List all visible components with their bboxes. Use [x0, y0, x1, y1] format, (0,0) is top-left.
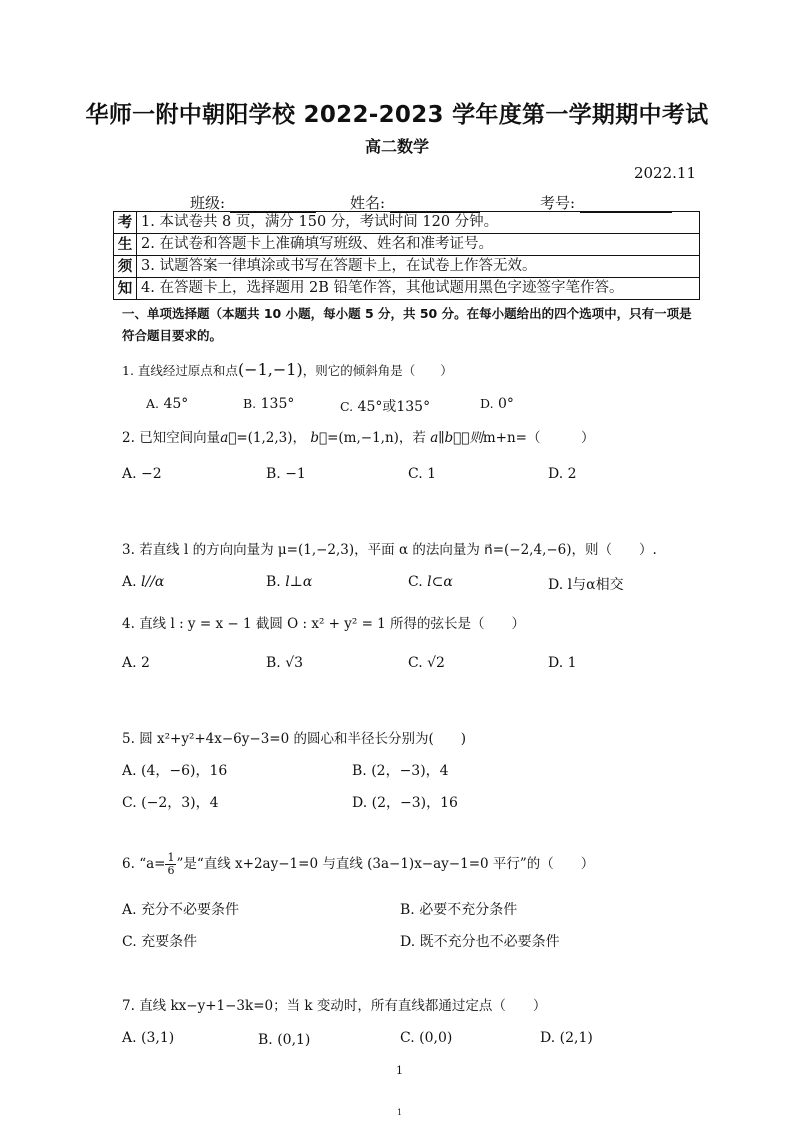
- question-number: 6.: [122, 856, 135, 872]
- vector-a: a⃗: [220, 430, 237, 446]
- page-number-small: 1: [397, 1108, 403, 1117]
- exam-subject: 高二数学: [364, 137, 429, 156]
- q4-option-c: C. √2: [408, 655, 445, 671]
- question-number: 1.: [122, 363, 134, 378]
- exam-date: 2022.11: [633, 164, 696, 182]
- question-5: [122, 727, 466, 747]
- question-stem: 已知空间向量: [139, 430, 221, 446]
- q3-option-b: B. l⊥α: [266, 574, 313, 590]
- q3-option-a: A. l//α: [122, 574, 165, 590]
- q1-option-d: D. 0°: [480, 396, 514, 412]
- fraction: $\frac{1}{6}$: [167, 851, 175, 877]
- q6-option-c: C. 充要条件: [122, 934, 198, 950]
- question-number: 7.: [122, 998, 135, 1014]
- q6-option-d: D. 既不充分也不必要条件: [400, 934, 560, 950]
- q5-option-d: D. (2，−3)，16: [352, 795, 458, 811]
- notice-side-char: 知: [114, 278, 137, 300]
- notice-side-char: 考: [114, 212, 137, 234]
- name-field: [350, 192, 480, 213]
- exam-title: 华师一附中朝阳学校 2022-2023 学年度第一学期期中考试: [85, 102, 709, 128]
- notice-item: 1. 本试卷共 8 页，满分 150 分，考试时间 120 分钟。: [137, 212, 700, 234]
- q1-option-b: B. 135°: [243, 396, 295, 412]
- q7-option-a: A. (3,1): [122, 1030, 175, 1046]
- q2-option-d: D. 2: [548, 466, 577, 482]
- q4-option-d: D. 1: [548, 655, 577, 671]
- q2-option-b: B. −1: [266, 466, 306, 482]
- q5-option-a: A. (4，−6)，16: [122, 763, 228, 779]
- class-field: [190, 192, 316, 213]
- section-heading: 一、单项选择题（本题共 10 小题，每小题 5 分，共 50 分。在每小题给出的四个选项中，只有一项是符合题目要求的。: [122, 306, 692, 343]
- notice-item: 2. 在试卷和答题卡上准确填写班级、姓名和准考证号。: [137, 234, 700, 256]
- q4-option-b: B. √3: [266, 655, 304, 671]
- q2-option-c: C. 1: [408, 466, 437, 482]
- q1-option-c: C. 45°或135°: [340, 399, 431, 415]
- q5-option-b: B. (2，−3)，4: [352, 763, 449, 779]
- question-stem: ”是“直线 x+2ay−1=0 与直线 (3a−1)x−ay−1=0 平行”的（ ）: [176, 856, 595, 872]
- question-1: [122, 360, 453, 379]
- vector-b: b⃗: [310, 430, 328, 446]
- q7-option-b: B. (0,1): [258, 1032, 311, 1048]
- question-3: [122, 538, 657, 558]
- question-stem: 直线 kx−y+1−3k=0；当 k 变动时，所有直线都通过定点（ ）: [139, 998, 547, 1014]
- q3-option-d: D. l与α相交: [548, 577, 624, 593]
- q7-option-c: C. (0,0): [400, 1030, 453, 1046]
- q2-option-a: A. −2: [122, 466, 162, 482]
- question-stem: 直线 l : y = x − 1 截圆 O : x² + y² = 1 所得的弦长是（ ）: [139, 616, 526, 632]
- question-2: 2. 已知空间向量a⃗=(1,2,3)， b⃗=(m,−1,n)，若 a∥b⃗，则m+n=（ ）: [122, 430, 595, 446]
- question-4: [122, 612, 525, 632]
- q7-option-d: D. (2,1): [540, 1030, 593, 1046]
- question-stem: ，则它的倾斜角是（ ）: [302, 363, 453, 378]
- q5-option-c: C. (−2，3)，4: [122, 795, 219, 811]
- exam-notice-box: [113, 211, 700, 300]
- question-stem: 直线经过原点和点: [137, 363, 238, 378]
- q1-option-a: A. 45°: [146, 396, 189, 412]
- notice-side-char: 须: [114, 256, 137, 278]
- notice-item: 4. 在答题卡上，选择题用 2B 铅笔作答，其他试题用黑色字迹签字笔作答。: [137, 278, 700, 300]
- notice-item: 3. 试题答案一律填涂或书写在答题卡上，在试卷上作答无效。: [137, 256, 700, 278]
- class-label: 班级:: [190, 194, 226, 212]
- id-label: 考号:: [540, 194, 576, 212]
- question-number: 2.: [122, 430, 135, 446]
- q6-option-b: B. 必要不充分条件: [400, 902, 518, 918]
- q3-option-c: C. l⊂α: [408, 574, 453, 590]
- question-6: 6. “a= $\frac{1}{6}$ ”是“直线 x+2ay−1=0 与直线 (3a−1)x−ay−1=0 平行”的（ ）: [122, 851, 595, 877]
- question-point: (−1,−1): [237, 360, 303, 379]
- q6-option-a: A. 充分不必要条件: [122, 902, 240, 918]
- question-number: 4.: [122, 616, 135, 632]
- question-number: 5.: [122, 731, 135, 747]
- page-number: 1: [396, 1064, 403, 1077]
- question-number: 3.: [122, 542, 135, 558]
- question-7: [122, 994, 546, 1014]
- name-label: 姓名:: [350, 194, 386, 212]
- question-stem: 圆 x²+y²+4x−6y−3=0 的圆心和半径长分别为( ): [139, 731, 467, 747]
- question-stem: 若直线 l 的方向向量为 μ=(1,−2,3)，平面 α 的法向量为 n⃗=(−2,4,−6)，则（ ）.: [139, 542, 657, 558]
- q4-option-a: A. 2: [122, 655, 150, 671]
- id-field: [540, 192, 672, 213]
- notice-side-char: 生: [114, 234, 137, 256]
